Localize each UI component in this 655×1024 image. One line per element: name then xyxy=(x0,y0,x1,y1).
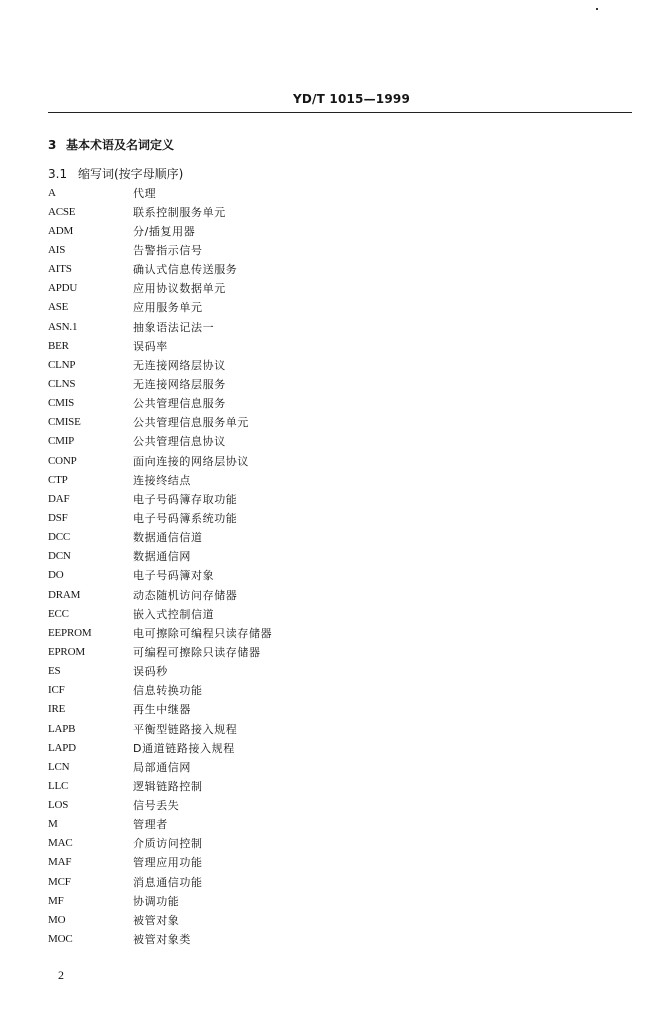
abbreviation-row xyxy=(48,240,272,259)
abbreviation-code: ICF xyxy=(48,684,65,697)
abbreviation-term: 数据通信信道 xyxy=(133,531,203,545)
abbreviation-term: 电可擦除可编程只读存储器 xyxy=(133,626,273,640)
abbreviation-row xyxy=(48,279,272,298)
abbreviation-term: 确认式信息传送服务 xyxy=(133,263,238,277)
abbreviation-term: 介质访问控制 xyxy=(133,837,203,851)
standard-code-header: YD/T 1015—1999 xyxy=(293,92,410,106)
abbreviation-code: MO xyxy=(48,913,66,926)
abbreviation-term: 公共管理信息服务 xyxy=(133,397,226,411)
abbreviation-code: LAPD xyxy=(48,741,76,754)
abbreviation-row xyxy=(48,719,272,738)
abbreviation-row xyxy=(48,508,272,527)
abbreviation-code: CONP xyxy=(48,454,77,467)
abbreviation-term: 分/插复用器 xyxy=(133,224,196,238)
abbreviation-code: CLNS xyxy=(48,377,76,390)
abbreviation-row xyxy=(48,317,272,336)
abbreviation-term: 管理应用功能 xyxy=(133,856,203,870)
abbreviation-code: CMIP xyxy=(48,435,75,448)
abbreviation-row xyxy=(48,394,272,413)
abbreviation-row xyxy=(48,738,272,757)
abbreviation-row xyxy=(48,891,272,910)
abbreviation-term: D通道链路接入规程 xyxy=(133,741,235,755)
abbreviation-row xyxy=(48,566,272,585)
abbreviation-row xyxy=(48,910,272,929)
abbreviation-code: ACSE xyxy=(48,205,76,218)
abbreviation-term: 公共管理信息协议 xyxy=(133,435,226,449)
abbreviation-code: LAPB xyxy=(48,722,76,735)
page-number: 2 xyxy=(58,968,64,982)
abbreviation-term: 数据通信网 xyxy=(133,550,191,564)
abbreviation-term: 抽象语法记法一 xyxy=(133,320,215,334)
scan-speck xyxy=(596,8,598,10)
abbreviation-row xyxy=(48,336,272,355)
abbreviation-code: MOC xyxy=(48,933,73,946)
abbreviation-code: M xyxy=(48,818,58,831)
subsection-title: 缩写词(按字母顺序) xyxy=(78,167,184,181)
abbreviation-code: AIS xyxy=(48,243,66,256)
abbreviation-code: DRAM xyxy=(48,588,81,601)
abbreviation-row xyxy=(48,681,272,700)
abbreviation-term: 平衡型链路接入规程 xyxy=(133,722,238,736)
section-heading xyxy=(48,136,174,153)
abbreviation-code: APDU xyxy=(48,282,78,295)
abbreviation-row xyxy=(48,872,272,891)
abbreviation-term: 连接终结点 xyxy=(133,473,191,487)
abbreviation-row xyxy=(48,260,272,279)
abbreviation-code: MCF xyxy=(48,875,71,888)
abbreviation-term: 局部通信网 xyxy=(133,760,191,774)
abbreviation-term: 误码秒 xyxy=(133,665,168,679)
abbreviation-row xyxy=(48,585,272,604)
abbreviation-row xyxy=(48,547,272,566)
abbreviation-row xyxy=(48,202,272,221)
abbreviation-row xyxy=(48,642,272,661)
abbreviation-row xyxy=(48,489,272,508)
abbreviation-term: 逻辑链路控制 xyxy=(133,779,203,793)
abbreviation-row xyxy=(48,355,272,374)
abbreviation-code: MAF xyxy=(48,856,72,869)
header-rule xyxy=(48,112,632,113)
abbreviation-code: CMIS xyxy=(48,397,75,410)
abbreviation-row xyxy=(48,834,272,853)
abbreviation-row xyxy=(48,700,272,719)
abbreviation-term: 面向连接的网络层协议 xyxy=(133,454,249,468)
abbreviation-term: 信号丢失 xyxy=(133,799,180,813)
abbreviation-code: DO xyxy=(48,569,64,582)
abbreviation-row xyxy=(48,413,272,432)
abbreviation-term: 协调功能 xyxy=(133,894,180,908)
abbreviation-code: MAC xyxy=(48,837,73,850)
abbreviation-term: 信息转换功能 xyxy=(133,684,203,698)
abbreviation-code: CMISE xyxy=(48,416,81,429)
abbreviation-term: 动态随机访问存储器 xyxy=(133,588,238,602)
abbreviation-code: CTP xyxy=(48,473,68,486)
abbreviation-term: 可编程可擦除只读存储器 xyxy=(133,645,261,659)
abbreviation-code: EEPROM xyxy=(48,626,92,639)
abbreviation-code: MF xyxy=(48,894,64,907)
abbreviation-row xyxy=(48,853,272,872)
abbreviation-row xyxy=(48,528,272,547)
abbreviation-code: LCN xyxy=(48,760,70,773)
abbreviation-row xyxy=(48,757,272,776)
abbreviation-term: 应用服务单元 xyxy=(133,301,203,315)
abbreviation-code: BER xyxy=(48,339,69,352)
abbreviation-term: 无连接网络层协议 xyxy=(133,358,226,372)
abbreviation-term: 无连接网络层服务 xyxy=(133,377,226,391)
abbreviation-term: 电子号码簿系统功能 xyxy=(133,511,238,525)
subsection-heading xyxy=(48,165,183,182)
abbreviation-code: DCC xyxy=(48,531,71,544)
abbreviation-code: DSF xyxy=(48,511,68,524)
abbreviation-code: A xyxy=(48,186,56,199)
section-title: 基本术语及名词定义 xyxy=(66,138,175,152)
section-number: 3 xyxy=(48,138,57,152)
abbreviation-row xyxy=(48,221,272,240)
abbreviation-term: 电子号码簿存取功能 xyxy=(133,492,238,506)
abbreviation-row xyxy=(48,796,272,815)
abbreviation-code: DCN xyxy=(48,550,71,563)
abbreviation-row xyxy=(48,623,272,642)
abbreviation-row xyxy=(48,662,272,681)
abbreviation-term: 被管对象类 xyxy=(133,933,191,947)
abbreviation-term: 误码率 xyxy=(133,339,168,353)
abbreviation-code: EPROM xyxy=(48,645,85,658)
abbreviation-term: 消息通信功能 xyxy=(133,875,203,889)
abbreviation-term: 代理 xyxy=(133,186,157,200)
abbreviation-list xyxy=(48,183,272,949)
abbreviation-row xyxy=(48,470,272,489)
abbreviation-code: AITS xyxy=(48,263,72,276)
abbreviation-code: LOS xyxy=(48,799,69,812)
abbreviation-term: 联系控制服务单元 xyxy=(133,205,226,219)
abbreviation-term: 电子号码簿对象 xyxy=(133,569,215,583)
abbreviation-term: 应用协议数据单元 xyxy=(133,282,226,296)
abbreviation-code: ECC xyxy=(48,607,69,620)
abbreviation-code: ASE xyxy=(48,301,69,314)
abbreviation-row xyxy=(48,815,272,834)
abbreviation-term: 被管对象 xyxy=(133,913,180,927)
abbreviation-row xyxy=(48,776,272,795)
abbreviation-row xyxy=(48,298,272,317)
abbreviation-code: ASN.1 xyxy=(48,320,78,333)
abbreviation-code: IRE xyxy=(48,703,66,716)
abbreviation-code: ES xyxy=(48,665,61,678)
abbreviation-term: 公共管理信息服务单元 xyxy=(133,416,249,430)
abbreviation-code: ADM xyxy=(48,224,74,237)
abbreviation-row xyxy=(48,604,272,623)
abbreviation-row xyxy=(48,929,272,948)
abbreviation-term: 告警指示信号 xyxy=(133,243,203,257)
subsection-number: 3.1 xyxy=(48,167,68,181)
abbreviation-code: DAF xyxy=(48,492,70,505)
abbreviation-term: 再生中继器 xyxy=(133,703,191,717)
abbreviation-row xyxy=(48,374,272,393)
abbreviation-row xyxy=(48,451,272,470)
abbreviation-code: LLC xyxy=(48,779,69,792)
abbreviation-term: 嵌入式控制信道 xyxy=(133,607,215,621)
abbreviation-code: CLNP xyxy=(48,358,76,371)
abbreviation-row xyxy=(48,432,272,451)
abbreviation-row xyxy=(48,183,272,202)
abbreviation-term: 管理者 xyxy=(133,818,168,832)
